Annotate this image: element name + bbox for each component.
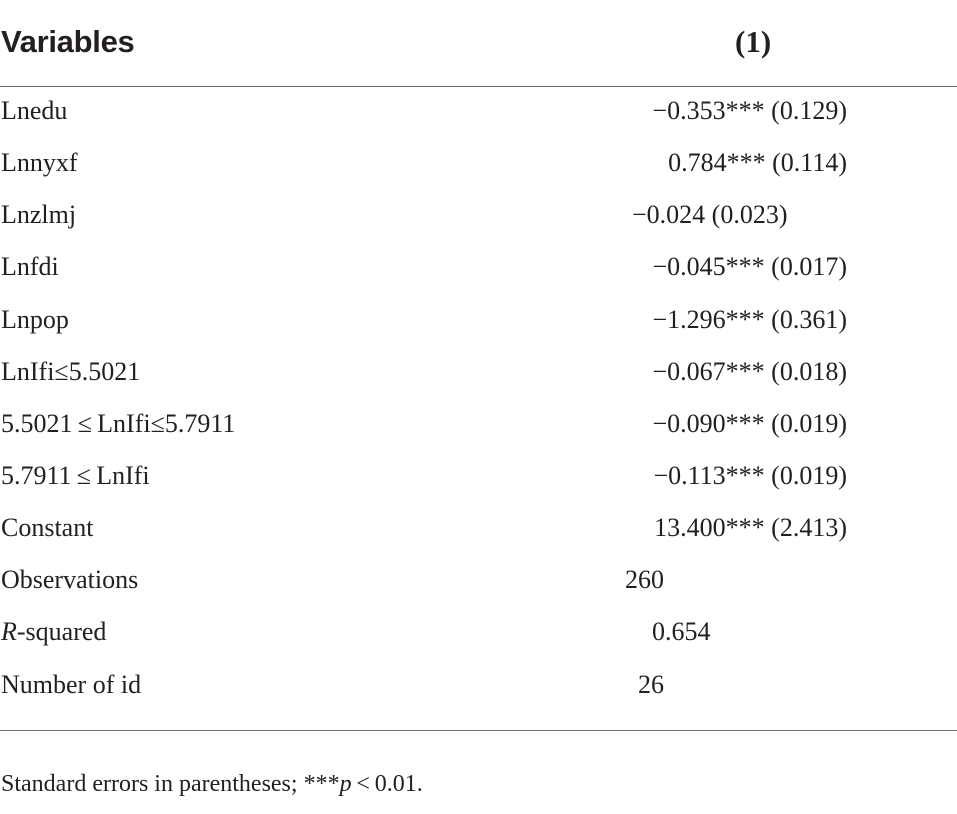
- row-label: Number of id: [1, 670, 142, 699]
- row-label: Constant: [1, 513, 94, 542]
- table-row: [0, 137, 957, 189]
- row-label: Lnpop: [1, 305, 69, 334]
- row-value: −0.090*** (0.019): [652, 409, 847, 438]
- table-row: [0, 189, 957, 241]
- row-value: −0.067*** (0.018): [652, 357, 847, 386]
- table-row: [0, 659, 957, 711]
- footnote-p-italic: p: [339, 771, 352, 797]
- row-label: Lnnyxf: [1, 148, 78, 177]
- table-row: [0, 554, 957, 606]
- table-header: [0, 0, 957, 88]
- row-value: −0.045*** (0.017): [652, 252, 847, 281]
- row-value: 26: [638, 670, 664, 699]
- row-label: Lnzlmj: [1, 200, 77, 229]
- header-column-1: (1): [735, 24, 772, 59]
- footnote-prefix: Standard errors in parentheses; ***: [1, 771, 340, 797]
- table-row: [0, 294, 957, 346]
- row-value: 260: [625, 565, 664, 594]
- row-value: 0.654: [652, 617, 711, 646]
- table-row: [0, 502, 957, 554]
- row-label: Lnfdi: [1, 252, 59, 281]
- r-italic: R: [1, 617, 17, 646]
- row-value: 0.784*** (0.114): [668, 148, 847, 177]
- table-row: [0, 241, 957, 293]
- row-value: −0.024 (0.023): [632, 200, 788, 229]
- table-footnote: [1, 764, 423, 804]
- row-value: −0.113*** (0.019): [653, 461, 847, 490]
- footer-divider: [0, 730, 957, 731]
- row-label: [1, 606, 106, 658]
- row-label: LnIfi≤5.5021: [1, 357, 141, 386]
- footnote-suffix: < 0.01.: [351, 771, 423, 797]
- row-label: 5.5021 ≤ LnIfi≤5.7911: [1, 409, 236, 438]
- row-value: −1.296*** (0.361): [652, 305, 847, 334]
- row-label: Lnedu: [1, 96, 68, 125]
- r-squared-suffix: -squared: [16, 617, 107, 646]
- row-value: −0.353*** (0.129): [652, 96, 847, 125]
- table-row: [0, 398, 957, 450]
- table-row: [0, 346, 957, 398]
- table-row: [0, 606, 957, 658]
- header-variables: Variables: [1, 24, 135, 59]
- row-value: 13.400*** (2.413): [654, 513, 847, 542]
- table-row: [0, 450, 957, 502]
- row-label: Observations: [1, 565, 139, 594]
- row-label: 5.7911 ≤ LnIfi: [1, 461, 150, 490]
- table-row: [0, 85, 957, 137]
